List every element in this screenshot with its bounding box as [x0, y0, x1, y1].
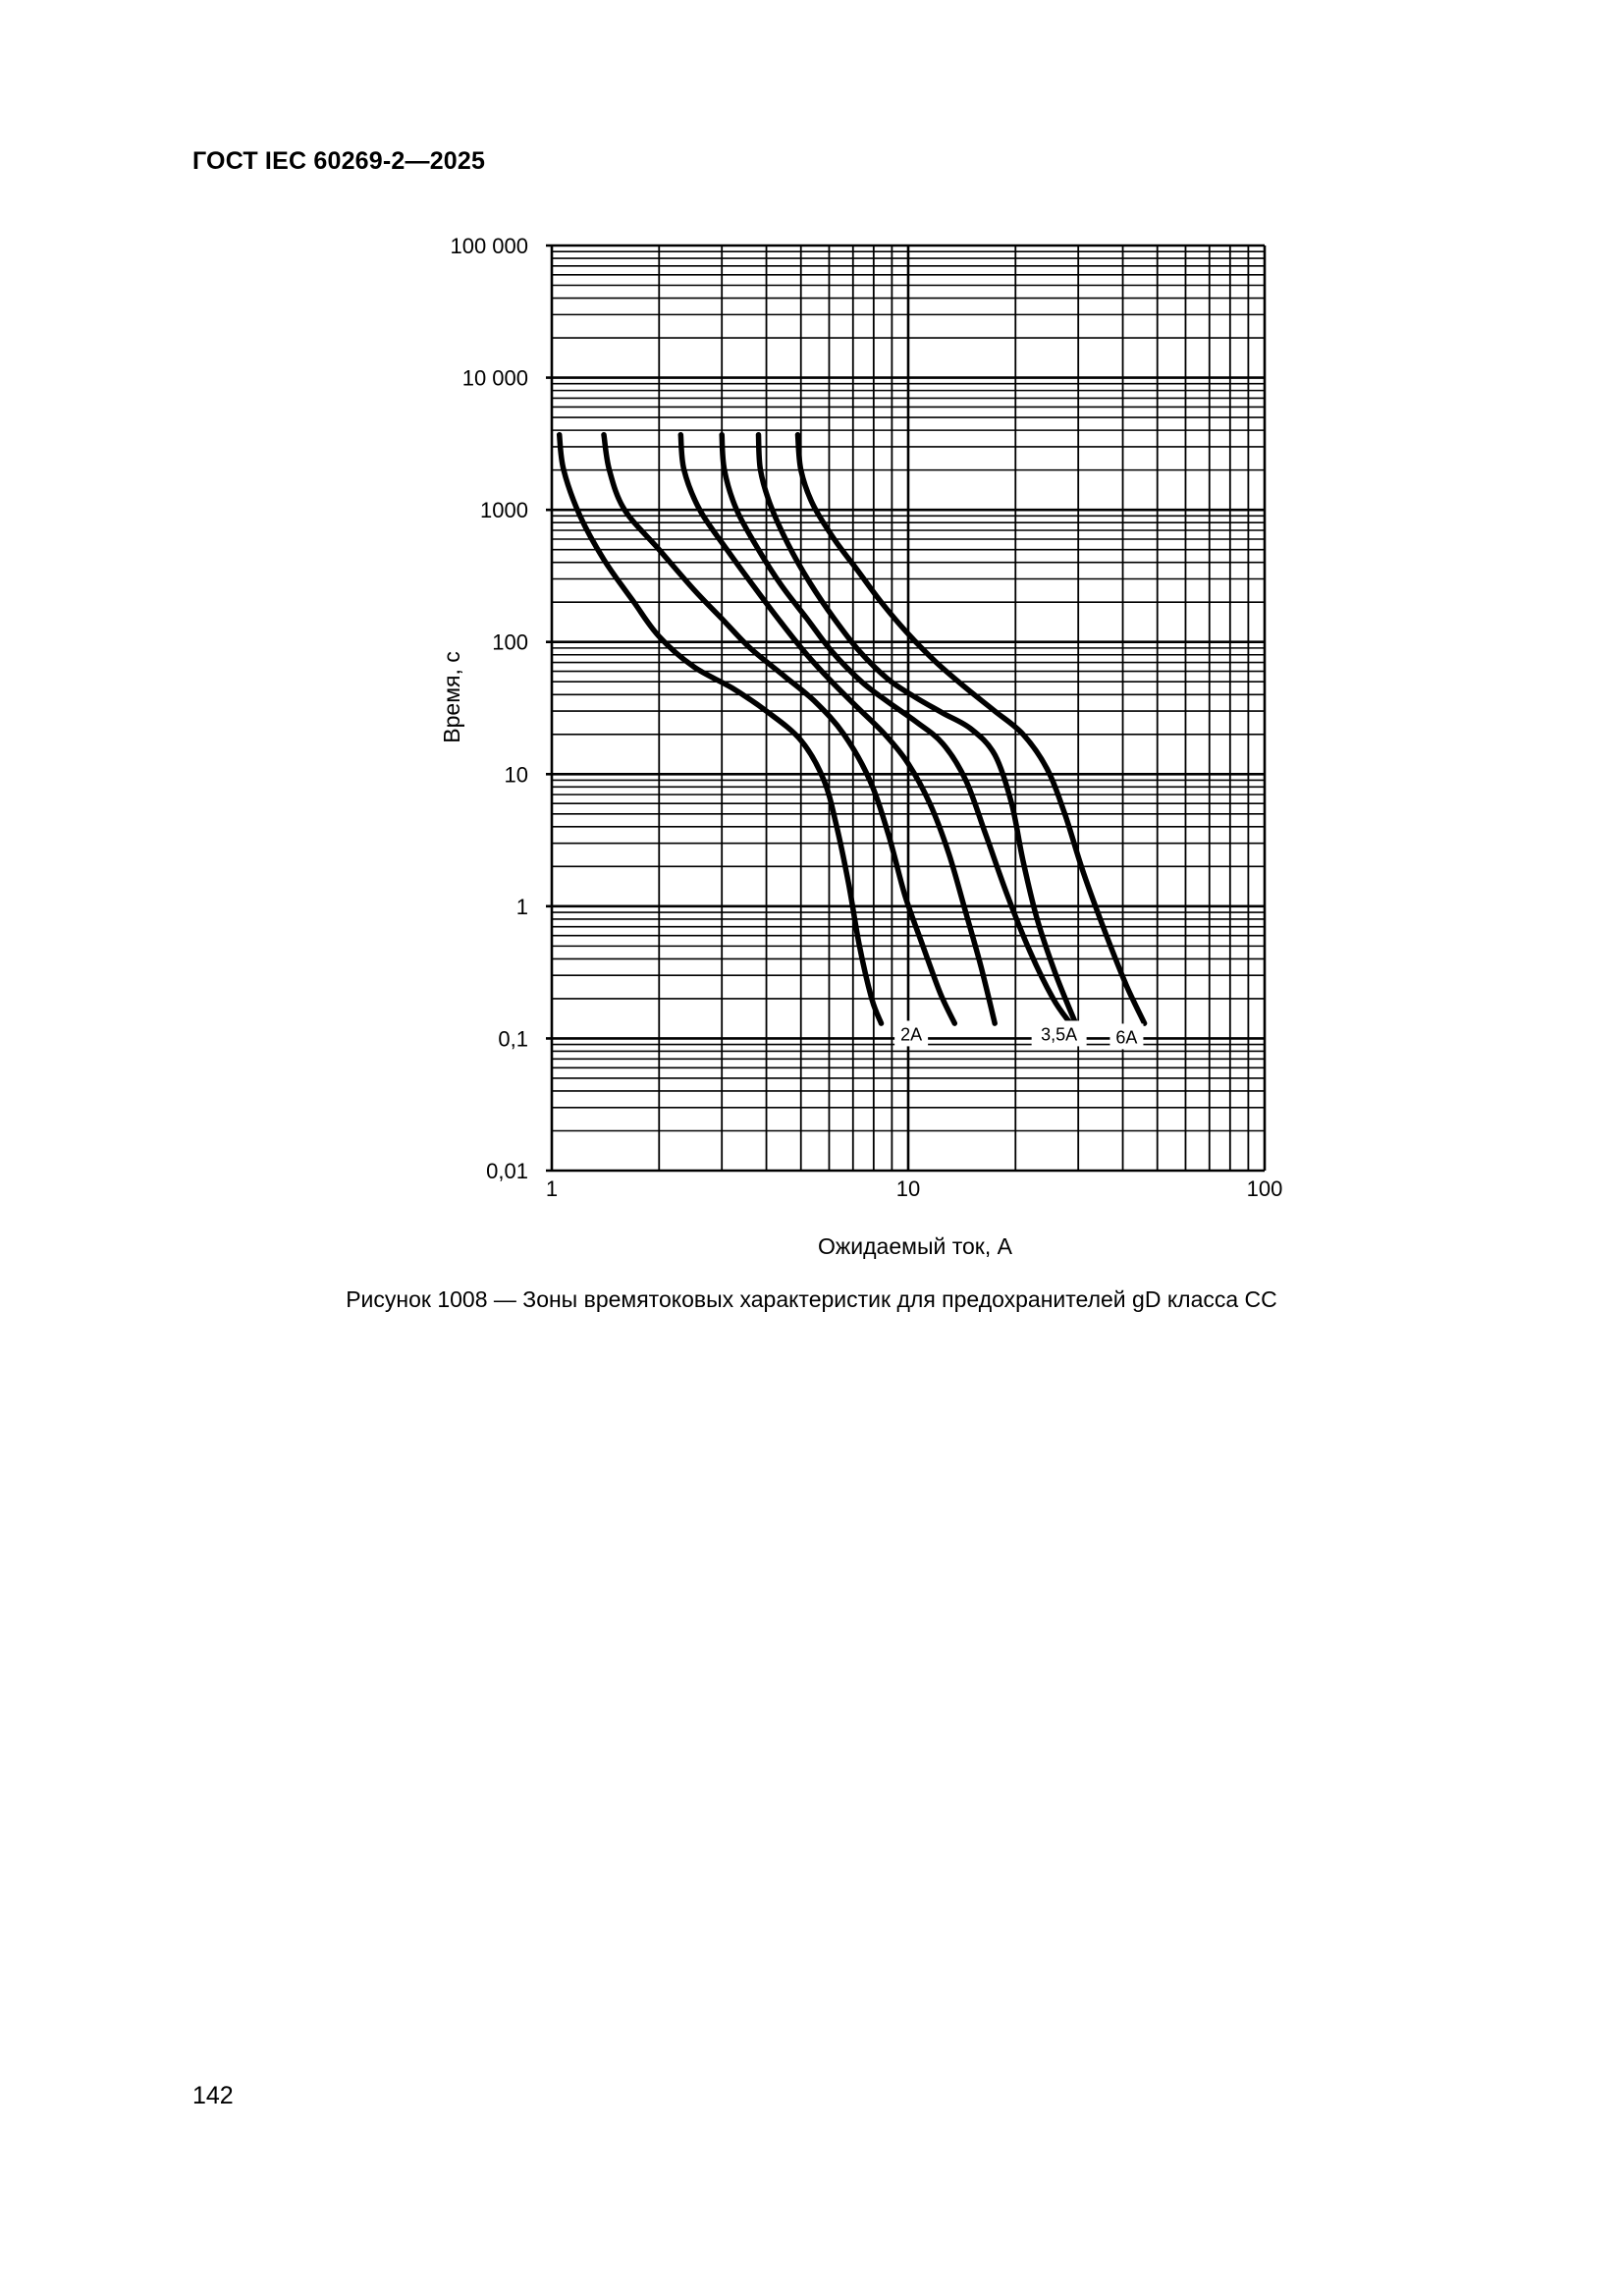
- y-axis-title: Время, с: [439, 651, 464, 743]
- x-tick-label: 100: [1246, 1176, 1283, 1201]
- y-tick-label: 100: [492, 629, 528, 655]
- y-tick-label: 1000: [480, 498, 528, 523]
- document-header: ГОСТ IEC 60269-2—2025: [192, 147, 486, 175]
- x-tick-label: 10: [895, 1176, 921, 1201]
- rating-label: 2A: [900, 1024, 923, 1045]
- x-tick-label: 1: [545, 1176, 559, 1201]
- y-tick-label: 0,01: [486, 1159, 528, 1183]
- y-tick-label: 0,1: [498, 1026, 528, 1052]
- y-tick-label: 10: [504, 762, 528, 788]
- y-tick-label: 10 000: [461, 365, 528, 391]
- y-tick-label: 100 000: [450, 234, 528, 258]
- y-tick-label: 1: [515, 894, 528, 919]
- rating-label: 3,5A: [1041, 1024, 1078, 1045]
- figure-caption: Рисунок 1008 — Зоны времятоковых характеристик для предохранителей gD класса CC: [346, 1286, 1277, 1312]
- rating-label: 6A: [1115, 1027, 1138, 1048]
- page-number: 142: [192, 2082, 234, 2109]
- x-axis-title: Ожидаемый ток, А: [818, 1233, 1012, 1259]
